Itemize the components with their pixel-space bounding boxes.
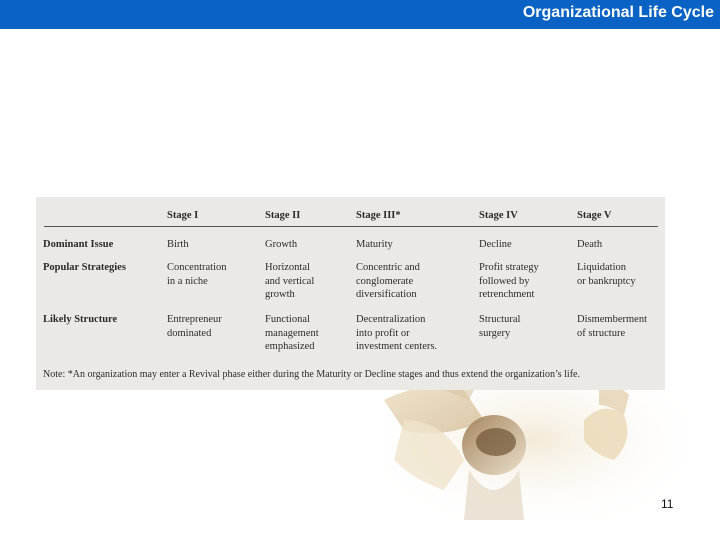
table-cell: Decline: [479, 239, 512, 250]
row-label-likely-structure: Likely Structure: [43, 314, 118, 325]
row-label-popular-strategies: Popular Strategies: [43, 262, 126, 273]
header-stage-1: Stage I: [167, 210, 199, 221]
page-number: 11: [661, 497, 674, 511]
header-stage-3: Stage III*: [356, 210, 401, 221]
table-cell: Growth: [265, 239, 298, 250]
slide-title: Organizational Life Cycle: [522, 4, 714, 21]
table-cell: Functional management emphasized: [265, 314, 319, 352]
header-stage-2: Stage II: [265, 210, 301, 221]
table-cell: Entrepreneur dominated: [167, 314, 222, 339]
table-cell: Birth: [167, 239, 189, 250]
table-footnote: Note: *An organization may enter a Revival phase either during the Maturity or Decline stages and thus extend the organization’s life.: [43, 369, 580, 380]
table-cell: Maturity: [356, 239, 393, 250]
table-cell: Concentric and conglomerate diversification: [356, 262, 420, 300]
header-rule: [44, 226, 658, 227]
row-label-dominant-issue: Dominant Issue: [43, 239, 114, 250]
life-cycle-table: [36, 197, 665, 390]
table-cell: Concentration in a niche: [167, 262, 227, 287]
table-cell: Structural surgery: [479, 314, 521, 339]
table-cell: Decentralization into profit or investment centers.: [356, 314, 438, 352]
table-cell: Death: [577, 239, 603, 250]
header-stage-5: Stage V: [577, 210, 612, 221]
header-stage-4: Stage IV: [479, 210, 518, 221]
table-cell: Liquidation or bankruptcy: [577, 262, 636, 287]
table-cell: Dismemberment of structure: [577, 314, 647, 339]
table-cell: Horizontal and vertical growth: [265, 262, 315, 300]
title-bar: [0, 0, 720, 29]
table-cell: Profit strategy followed by retrenchment: [479, 262, 539, 300]
